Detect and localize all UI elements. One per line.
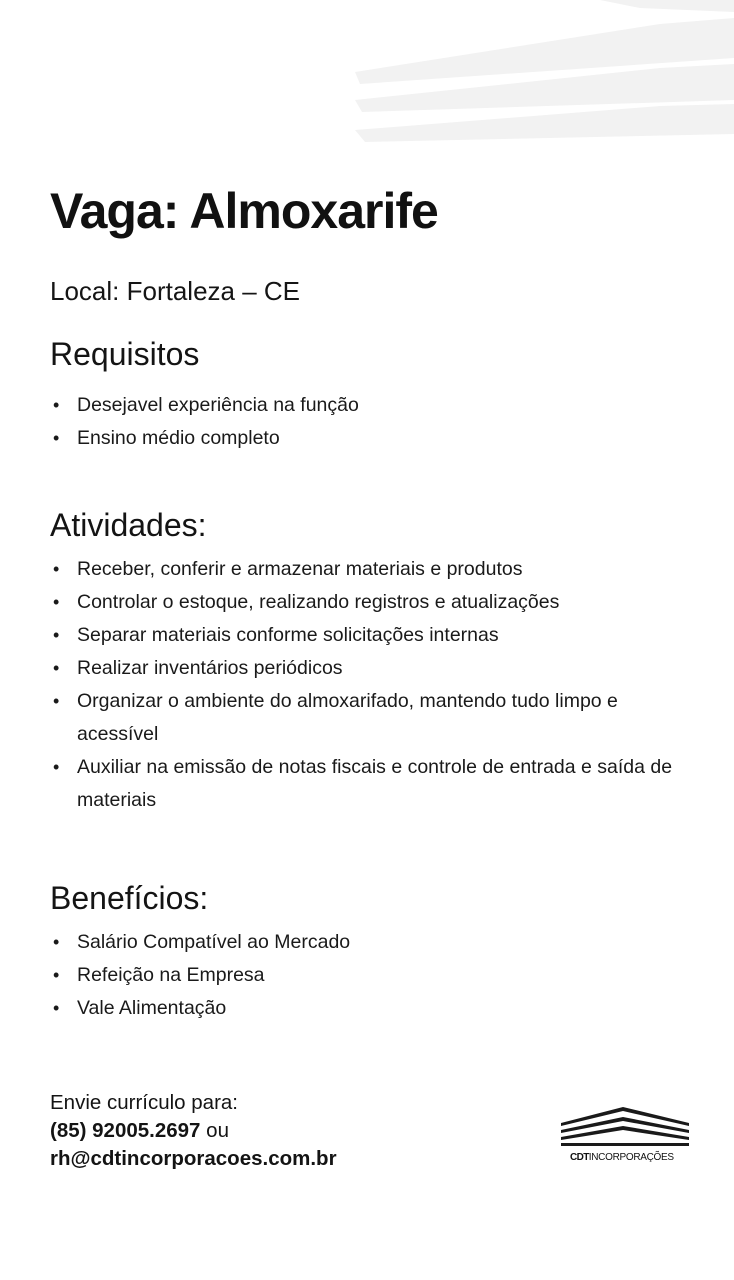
contact-intro: Envie currículo para: (50, 1091, 239, 1114)
contact-email[interactable]: rh@cdtincorporacoes.com.br (50, 1147, 337, 1170)
list-item: • Desejavel experiência na função (50, 389, 680, 422)
benefits-list (50, 926, 680, 1025)
list-item: • Receber, conferir e armazenar materiais e produtos (50, 553, 680, 586)
contact-block (50, 1089, 337, 1173)
list-item: • Auxiliar na emissão de notas fiscais e controle de entrada e saída de materiais (50, 751, 680, 817)
job-title: Vaga: Almoxarife (50, 183, 438, 239)
activities-list (50, 553, 680, 817)
list-item: • Vale Alimentação (50, 992, 680, 1025)
contact-phone[interactable]: (85) 92005.2697 (50, 1119, 201, 1142)
building-stripes-icon (561, 1105, 689, 1149)
list-item: • Ensino médio completo (50, 422, 680, 455)
list-item: • Organizar o ambiente do almoxarifado, mantendo tudo limpo e acessível (50, 685, 680, 751)
company-logo-text (570, 1152, 674, 1163)
list-item: • Separar materiais conforme solicitações internas (50, 619, 680, 652)
list-item: • Refeição na Empresa (50, 959, 680, 992)
background-building-decoration (0, 0, 734, 160)
requirements-heading: Requisitos (50, 336, 200, 372)
list-item: • Realizar inventários periódicos (50, 652, 680, 685)
logo-suffix: INCORPORAÇÕES (588, 1152, 674, 1163)
activities-heading: Atividades: (50, 507, 207, 543)
benefits-heading: Benefícios: (50, 880, 209, 916)
contact-or: ou (206, 1119, 229, 1142)
list-item: • Controlar o estoque, realizando registros e atualizações (50, 586, 680, 619)
logo-brand: CDT (570, 1152, 589, 1163)
requirements-list (50, 389, 680, 455)
job-location: Local: Fortaleza – CE (50, 276, 301, 306)
list-item: • Salário Compatível ao Mercado (50, 926, 680, 959)
